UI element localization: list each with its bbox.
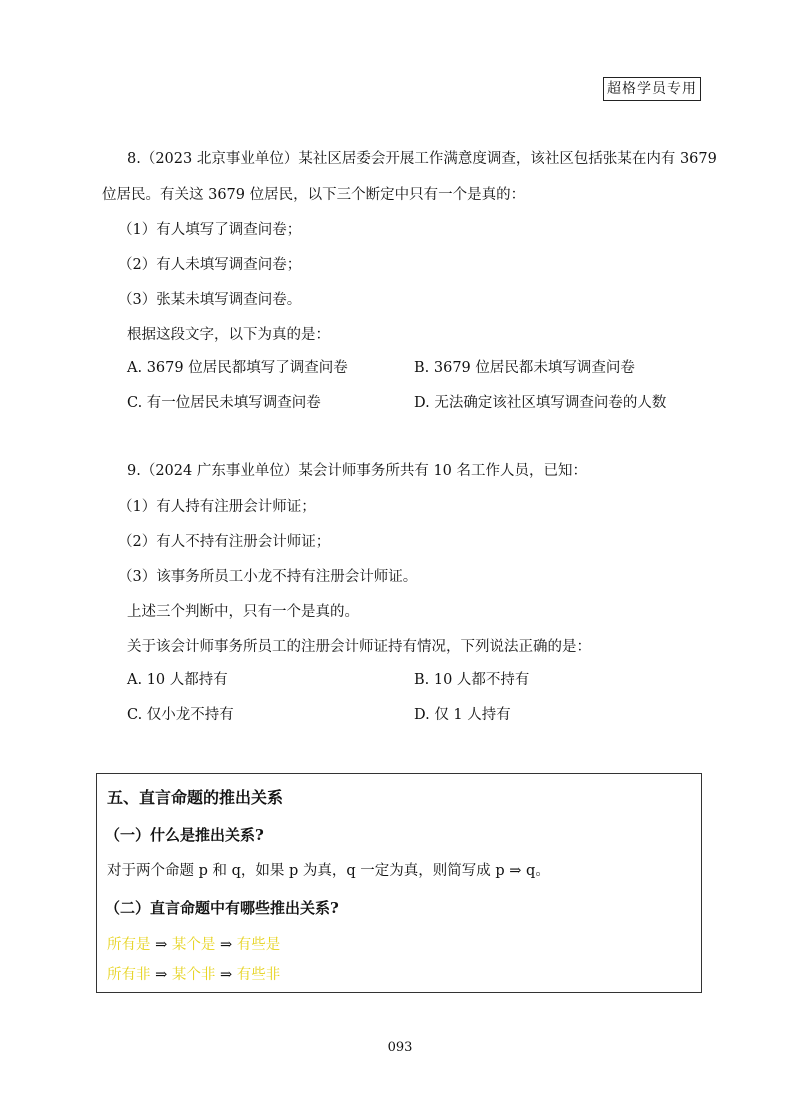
q8-option-a[interactable]: A. 3679 位居民都填写了调查问卷 (127, 360, 348, 376)
chain1-term-3: 有些是 (236, 937, 281, 953)
q9-option-c[interactable]: C. 仅小龙不持有 (127, 707, 234, 723)
q9-statement-1: （1）有人持有注册会计师证； (118, 499, 316, 515)
q8-statement-1: （1）有人填写了调查问卷； (118, 222, 302, 238)
chain2-term-3: 有些非 (236, 967, 281, 983)
q8-option-d[interactable]: D. 无法确定该社区填写调查问卷的人数 (414, 395, 667, 411)
section-title: 五、直言命题的推出关系 (107, 788, 284, 807)
chain1-term-1: 所有是 (107, 937, 151, 953)
q8-statement-2: （2）有人未填写调查问卷； (118, 257, 302, 273)
q9-statement-3: （3）该事务所员工小龙不持有注册会计师证。 (118, 569, 418, 585)
q8-statement-3: （3）张某未填写调查问卷。 (118, 292, 302, 308)
implies-arrow-icon: ⇒ (219, 967, 233, 983)
chain1-term-2: 某个是 (171, 937, 216, 953)
implies-arrow-icon: ⇒ (155, 937, 168, 953)
implies-arrow-icon: ⇒ (155, 967, 168, 983)
q9-stem: 9.（2024 广东事业单位）某会计师事务所共有 10 名工作人员，已知： (127, 463, 588, 479)
q9-statement-2: （2）有人不持有注册会计师证； (118, 534, 331, 550)
affirmative-chain (107, 935, 280, 955)
q9-option-b[interactable]: B. 10 人都不持有 (414, 672, 530, 688)
q8-option-c[interactable]: C. 有一位居民未填写调查问卷 (127, 395, 321, 411)
q8-option-b[interactable]: B. 3679 位居民都未填写调查问卷 (414, 360, 635, 376)
negative-chain (107, 965, 280, 985)
q8-prompt: 根据这段文字，以下为真的是： (127, 327, 330, 343)
chain2-term-2: 某个非 (171, 967, 216, 983)
q9-option-d[interactable]: D. 仅 1 人持有 (414, 707, 511, 723)
q9-prompt: 关于该会计师事务所员工的注册会计师证持有情况，下列说法正确的是： (127, 639, 591, 655)
q8-stem-line1: 8.（2023 北京事业单位）某社区居委会开展工作满意度调查，该社区包括张某在内有 3679 (127, 151, 717, 167)
knowledge-box (96, 773, 702, 993)
page-number: 093 (387, 1040, 413, 1055)
q8-stem-line2: 位居民。有关这 3679 位居民，以下三个断定中只有一个是真的： (102, 187, 526, 203)
chain2-term-1: 所有非 (107, 967, 151, 983)
definition-text: 对于两个命题 p 和 q，如果 p 为真，q 一定为真，则简写成 p ⇒ q。 (107, 863, 550, 879)
student-only-badge: 超格学员专用 (603, 77, 701, 101)
subsection-1-title: （一）什么是推出关系? (105, 826, 264, 844)
subsection-2-title: （二）直言命题中有哪些推出关系? (105, 899, 339, 917)
q9-note: 上述三个判断中，只有一个是真的。 (127, 604, 359, 620)
implies-arrow-icon: ⇒ (219, 937, 233, 953)
q9-option-a[interactable]: A. 10 人都持有 (127, 672, 228, 688)
